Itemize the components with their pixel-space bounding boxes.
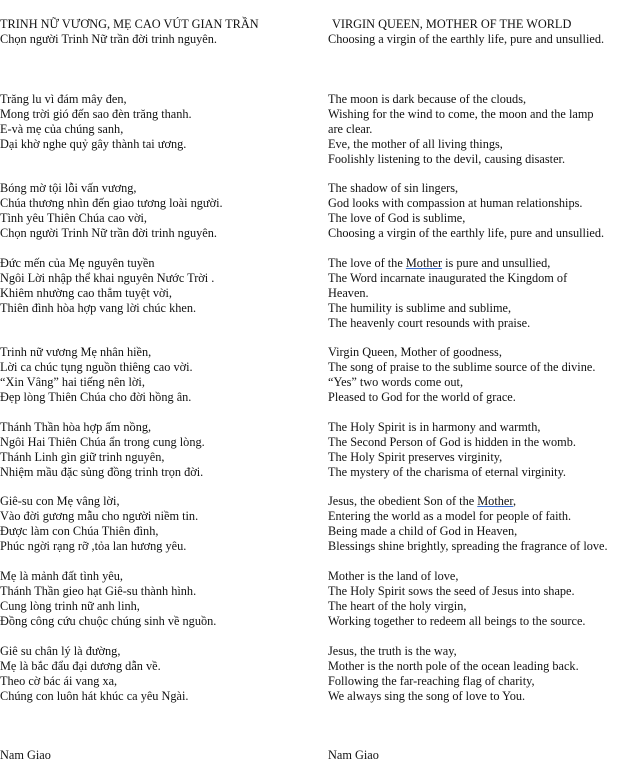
stanza-2-line: Chúa thương nhìn đến giao tương loài người. [0,196,223,210]
stanza-7-line: Đồng công cứu chuộc chúng sinh về nguồn. [0,614,217,628]
stanza-7-line: Mother is the land of love, [328,569,459,583]
stanza-6-line: Được làm con Chúa Thiên đình, [0,524,159,538]
stanza-8-line: Following the far-reaching flag of charity, [328,674,535,688]
stanza-3-line: The humility is sublime and sublime, [328,301,512,315]
stanza-8-line: Mẹ là bắc đẩu đại dương dẫn về. [0,659,161,673]
spellcheck-underlined-word: Mother [405,256,443,270]
stanza-1-line: Eve, the mother of all living things, [328,137,503,151]
stanza-5-line: The Holy Spirit preserves virginity, [328,450,503,464]
stanza-6-line: Vào đời gương mẫu cho người niềm tin. [0,509,199,523]
english-author-signature: Nam Giao [328,748,379,762]
stanza-3-line: The Word incarnate inaugurated the Kingdom of [328,271,568,285]
stanza-4-line: “Xin Vâng” hai tiếng nên lời, [0,375,145,389]
stanza-6-line: Entering the world as a model for people of faith. [328,509,572,523]
stanza-3-line: Khiêm nhường cao thẳm tuyệt vời, [0,286,172,300]
stanza-5-line: Ngôi Hai Thiên Chúa ẩn trong cung lòng. [0,435,205,449]
stanza-1-line: are clear. [328,122,373,136]
stanza-5-line: Nhiệm mầu đặc sủng đồng trinh trọn đời. [0,465,204,479]
stanza-1-line: E-và mẹ của chúng sanh, [0,122,124,136]
stanza-6-line: Jesus, the obedient Son of the Mother, [328,494,517,508]
stanza-1-line: Wishing for the wind to come, the moon and the lamp [328,107,594,121]
stanza-6-line: Phúc ngời rạng rỡ ,tỏa lan hương yêu. [0,539,187,553]
stanza-7-line: Cung lòng trinh nữ anh linh, [0,599,140,613]
stanza-8-line: Theo cờ bác ái vang xa, [0,674,118,688]
stanza-4-line: Lời ca chúc tụng nguồn thiêng cao vời. [0,360,193,374]
stanza-5-line: Thánh Thần hòa hợp ấm nồng, [0,420,152,434]
stanza-5-line: The mystery of the charisma of eternal virginity. [328,465,567,479]
stanza-8-line: Chúng con luôn hát khúc ca yêu Ngài. [0,689,189,703]
stanza-6-line: Being made a child of God in Heaven, [328,524,518,538]
stanza-2-line: The shadow of sin lingers, [328,181,459,195]
stanza-7-line: Thánh Thần gieo hạt Giê-su thành hình. [0,584,197,598]
stanza-7-line: Mẹ là mảnh đất tình yêu, [0,569,123,583]
stanza-6-line: Giê-su con Mẹ vâng lời, [0,494,120,508]
vietnamese-poem-subtitle: Chọn người Trinh Nữ trần đời trinh nguyên. [0,32,217,46]
stanza-3-line: Thiên đình hòa hợp vang lời chúc khen. [0,301,197,315]
stanza-4-line: The song of praise to the sublime source of the divine. [328,360,596,374]
stanza-2-line: Tình yêu Thiên Chúa cao vời, [0,211,147,225]
stanza-3-line: The love of the Mother is pure and unsullied, [328,256,551,270]
stanza-4-line: Pleased to God for the world of grace. [328,390,516,404]
stanza-5-line: The Holy Spirit is in harmony and warmth, [328,420,541,434]
stanza-2-line: The love of God is sublime, [328,211,466,225]
stanza-4-line: Virgin Queen, Mother of goodness, [328,345,502,359]
stanza-1-line: Foolishly listening to the devil, causing disaster. [328,152,566,166]
stanza-4-line: Trinh nữ vương Mẹ nhân hiền, [0,345,152,359]
vietnamese-poem-title: TRINH NỮ VƯƠNG, MẸ CAO VÚT GIAN TRẦN [0,17,259,31]
spellcheck-underlined-word: Mother [477,494,513,508]
stanza-7-line: The Holy Spirit sows the seed of Jesus into shape. [328,584,575,598]
stanza-2-line: Choosing a virgin of the earthly life, pure and unsullied. [328,226,605,240]
stanza-2-line: Chọn người Trinh Nữ trần đời trinh nguyên. [0,226,217,240]
stanza-4-line: “Yes” two words come out, [328,375,464,389]
stanza-5-line: The Second Person of God is hidden in the womb. [328,435,576,449]
stanza-2-line: God looks with compassion at human relationships. [328,196,583,210]
english-poem-title: VIRGIN QUEEN, MOTHER OF THE WORLD [332,17,572,31]
stanza-4-line: Đẹp lòng Thiên Chúa cho đời hồng ân. [0,390,192,404]
vietnamese-author-signature: Nam Giao [0,748,51,762]
stanza-8-line: We always sing the song of love to You. [328,689,526,703]
stanza-8-line: Mother is the north pole of the ocean leading back. [328,659,579,673]
stanza-7-line: Working together to redeem all beings to the source. [328,614,586,628]
stanza-6-line: Blessings shine brightly, spreading the fragrance of love. [328,539,608,553]
stanza-3-line: The heavenly court resounds with praise. [328,316,531,330]
stanza-8-line: Giê su chân lý là đường, [0,644,121,658]
stanza-1-line: The moon is dark because of the clouds, [328,92,527,106]
stanza-3-line: Đức mến của Mẹ nguyên tuyền [0,256,155,270]
stanza-3-line: Heaven. [328,286,369,300]
stanza-1-line: Mong trời gió đến sao đèn trăng thanh. [0,107,192,121]
stanza-1-line: Trăng lu vì đám mây đen, [0,92,127,106]
stanza-3-line: Ngôi Lời nhập thể khai nguyên Nước Trời . [0,271,215,285]
stanza-7-line: The heart of the holy virgin, [328,599,467,613]
stanza-2-line: Bóng mờ tội lỗi vấn vương, [0,181,137,195]
stanza-8-line: Jesus, the truth is the way, [328,644,457,658]
stanza-5-line: Thánh Linh gìn giữ trinh nguyên, [0,450,165,464]
english-poem-subtitle: Choosing a virgin of the earthly life, pure and unsullied. [328,32,605,46]
stanza-1-line: Dại khờ nghe quỷ gây thành tai ương. [0,137,187,151]
